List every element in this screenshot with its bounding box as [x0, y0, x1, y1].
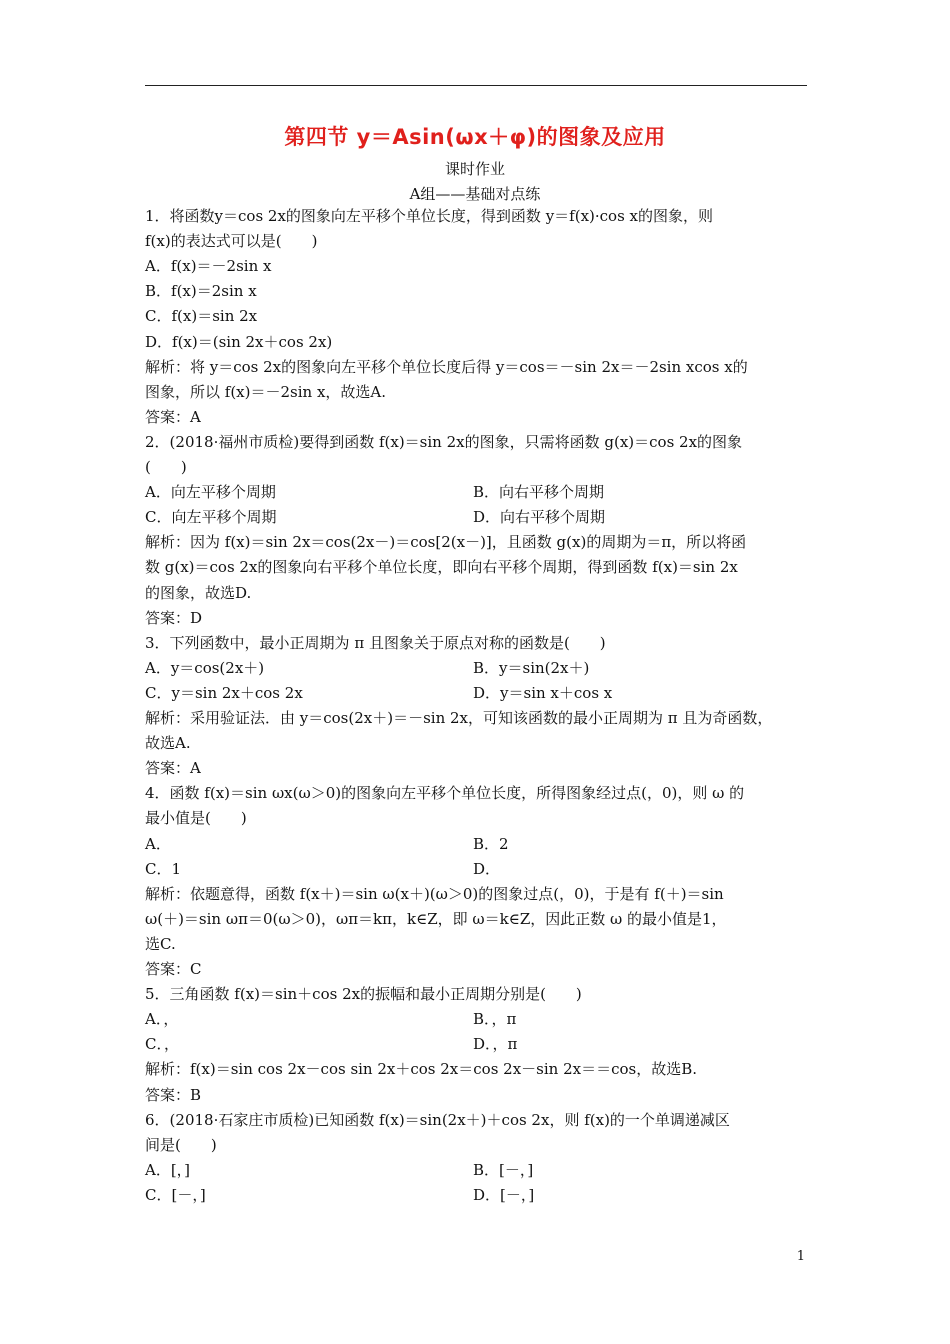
text-line: 答案：C [145, 960, 202, 978]
option-right-column: B．2 [473, 835, 509, 853]
text-line: B．f(x)＝2sin x [145, 282, 257, 300]
header-rule [145, 85, 807, 86]
page-number: 1 [796, 1249, 805, 1264]
text-line: 解析：f(x)＝sin cos 2x－cos sin 2x＋cos 2x＝cos 2x－sin 2x＝＝cos，故选B. [145, 1060, 698, 1078]
text-line: ( ) [145, 458, 187, 476]
text-line: A．[，] [145, 1161, 191, 1179]
text-line: ω(＋)＝sin ωπ＝0(ω＞0)，ωπ＝kπ，k∈Z，即 ω＝k∈Z，因此正数 ω 的最小值是1， [145, 910, 727, 928]
text-line: D．f(x)＝(sin 2x＋cos 2x) [145, 333, 333, 351]
text-line: 2．(2018·福州市质检)要得到函数 f(x)＝sin 2x的图象，只需将函数 g(x)＝cos 2x的图象 [145, 433, 743, 451]
text-line: 解析：采用验证法．由 y＝cos(2x＋)＝－sin 2x，可知该函数的最小正周期为 π 且为奇函数， [145, 709, 773, 727]
text-line: A． [145, 835, 171, 853]
text-line: 答案：A [145, 759, 201, 777]
text-line: 图象，所以 f(x)＝－2sin x，故选A. [145, 383, 387, 401]
text-line: 最小值是( ) [145, 809, 247, 827]
text-line: 选C. [145, 935, 176, 953]
option-right-column: B．[－，] [473, 1161, 534, 1179]
text-line: C．f(x)＝sin 2x [145, 307, 258, 325]
option-right-column: D．y＝sin x＋cos x [473, 684, 613, 702]
text-line: 故选A. [145, 734, 191, 752]
text-line: f(x)的表达式可以是( ) [145, 232, 318, 250]
text-line: C．向左平移个周期 [145, 508, 277, 526]
option-right-column: D．，π [473, 1035, 518, 1053]
text-line: 解析：将 y＝cos 2x的图象向左平移个单位长度后得 y＝cos＝－sin 2x＝－2sin xcos x的 [145, 358, 748, 376]
text-line: 6．(2018·石家庄市质检)已知函数 f(x)＝sin(2x＋)＋cos 2x，则 f(x)的一个单调递减区 [145, 1111, 730, 1129]
text-line: 3．下列函数中，最小正周期为 π 且图象关于原点对称的函数是( ) [145, 634, 606, 652]
text-line: A．f(x)＝－2sin x [145, 257, 272, 275]
page-subtitle: 课时作业 [444, 160, 505, 178]
group-heading: A组——基础对点练 [409, 185, 541, 203]
text-line: 的图象，故选D. [145, 584, 252, 602]
text-line: 数 g(x)＝cos 2x的图象向右平移个单位长度，即向右平移个周期，得到函数 f(x)＝sin 2x [145, 558, 738, 576]
text-line: C．y＝sin 2x＋cos 2x [145, 684, 303, 702]
option-right-column: B．向右平移个周期 [473, 483, 605, 501]
text-line: 4．函数 f(x)＝sin ωx(ω＞0)的图象向左平移个单位长度，所得图象经过点(，0)，则 ω 的 [145, 784, 745, 802]
option-right-column: D． [473, 860, 501, 878]
option-right-column: B．，π [473, 1010, 517, 1028]
option-right-column: D．向右平移个周期 [473, 508, 606, 526]
text-line: 答案：D [145, 609, 203, 627]
text-line: 答案：B [145, 1086, 202, 1104]
text-line: 间是( ) [145, 1136, 217, 1154]
text-line: A．y＝cos(2x＋) [145, 659, 265, 677]
option-right-column: D．[－，] [473, 1186, 535, 1204]
text-line: C．1 [145, 860, 182, 878]
text-line: 答案：A [145, 408, 201, 426]
text-line: 解析：因为 f(x)＝sin 2x＝cos(2x－)＝cos[2(x－)]，且函数 g(x)的周期为＝π，所以将函 [145, 533, 747, 551]
text-line: C．[－，] [145, 1186, 206, 1204]
text-line: A．， [145, 1010, 179, 1028]
text-line: A．向左平移个周期 [145, 483, 276, 501]
page-title: 第四节 y＝Asin(ωx＋φ)的图象及应用 [284, 125, 666, 149]
text-line: C．， [145, 1035, 179, 1053]
text-line: 1．将函数y＝cos 2x的图象向左平移个单位长度，得到函数 y＝f(x)·cos x的图象，则 [145, 207, 714, 225]
option-right-column: B．y＝sin(2x＋) [473, 659, 590, 677]
text-line: 解析：依题意得，函数 f(x＋)＝sin ω(x＋)(ω＞0)的图象过点(，0)，于是有 f(＋)＝sin [145, 885, 724, 903]
text-line: 5．三角函数 f(x)＝sin＋cos 2x的振幅和最小正周期分别是( ) [145, 985, 582, 1003]
